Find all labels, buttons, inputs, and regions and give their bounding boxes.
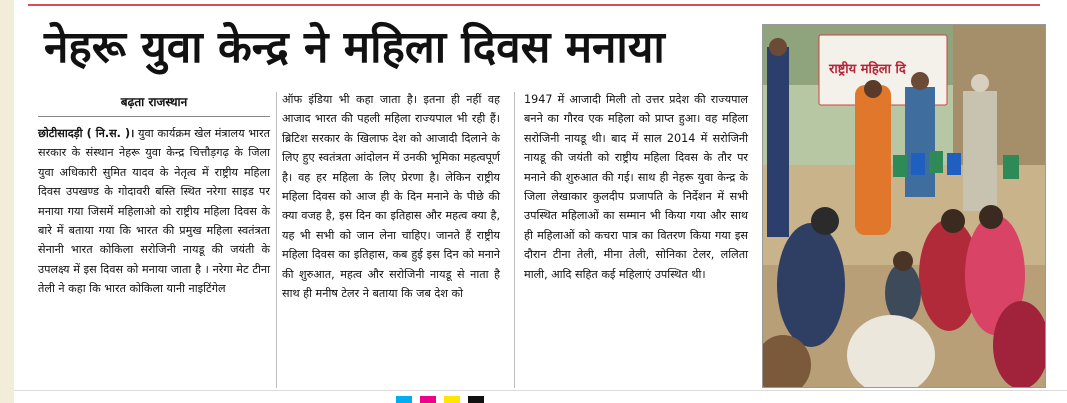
headline: नेहरू युवा केन्द्र ने महिला दिवस मनाया <box>44 22 665 73</box>
registration-marks <box>396 396 484 403</box>
page-gutter <box>0 0 14 403</box>
column-1-text: युवा कार्यक्रम खेल मंत्रालय भारत सरकार के संस्थान नेहरू युवा केन्द्र चित्तौड़गढ़ के जिला युवा अधिकारी सुमित यादव के नेतृत्व में राष्ट्रीय महिला दिवस उपखण्ड के गोदावरी बस्ति स्थित नरेगा साइड पर मनाया गया जिसमें महिलाओ को राष्ट्रीय महिला दिवस के बारे में बताया गया कि भारत की प्रमुख महिला स्वतंत्रता सेनानी भारत कोकिला सरोजिनी नायडू की जयंती के उपलक्ष्य में इस दिवस को मनाया जाता है । नरेगा मेट टीना तेली ने कहा कि भारत कोकिला यानी नाइटिंगेल <box>38 127 270 296</box>
registration-mark-yellow <box>444 396 460 403</box>
bottom-separator <box>14 390 1067 391</box>
column-divider <box>514 92 515 388</box>
registration-mark-cyan <box>396 396 412 403</box>
byline: बढ़ता राजस्थान <box>120 95 188 109</box>
byline-box <box>38 92 270 117</box>
article-column-3 <box>524 90 748 284</box>
registration-mark-magenta <box>420 396 436 403</box>
column-3-text: 1947 में आजादी मिली तो उत्तर प्रदेश की राज्यपाल बनने का गौरव एक महिला को प्राप्त हुआ। वह महिला सरोजिनी नायडू थी। बाद में साल 2014 में सरोजिनी नायडू की जयंती को राष्ट्रीय महिला दिवस के तौर पर मनाने की शुरुआत की गई। साथ ही नेहरू युवा केन्द्र के जिला लेखाकार कुलदीप प्रजापति के निर्देशन में सभी उपस्थित महिलाओं का सम्मान भी किया गया और साथ ही महिलाओं को कचरा पात्र का वितरण किया गया इस दौरान टीना तेली, मीना तेली, सोनिका टेलर, ललिता माली, आदि सहित कई महिलाएं उपस्थित थी। <box>524 93 748 281</box>
photo-banner-text: राष्ट्रीय महिला दि <box>829 62 906 77</box>
article-column-1 <box>38 124 270 299</box>
article-column-2 <box>282 90 500 303</box>
top-rule <box>28 4 1040 6</box>
dateline: छोटीसादड़ी ( नि.स. )। <box>38 127 135 140</box>
column-divider <box>276 92 277 388</box>
event-photo <box>762 24 1046 388</box>
column-2-text: ऑफ इंडिया भी कहा जाता है। इतना ही नहीं वह आजाद भारत की पहली महिला राज्यपाल भी रही हैं। ब्रिटिश सरकार के खिलाफ देश को आजादी दिलाने के लिए हुए स्वतंत्रता आंदोलन में उनकी भूमिका महत्वपूर्ण है। वह हर महिला के लिए प्रेरणा है। लेकिन राष्ट्रीय महिला दिवस को आज ही के दिन मनाने के पीछे की क्या वजह है, इस दिन का इतिहास और महत्व क्या है, यह भी सभी को जान लेना चाहिए। जानते हैं राष्ट्रीय महिला दिवस का इतिहास, कब हुई इस दिन को मनाने की शुरुआत, महत्व और सरोजिनी नायडू से नाता है साथ ही मनीष टेलर ने बताया कि जब देश को <box>282 93 500 301</box>
registration-mark-black <box>468 396 484 403</box>
